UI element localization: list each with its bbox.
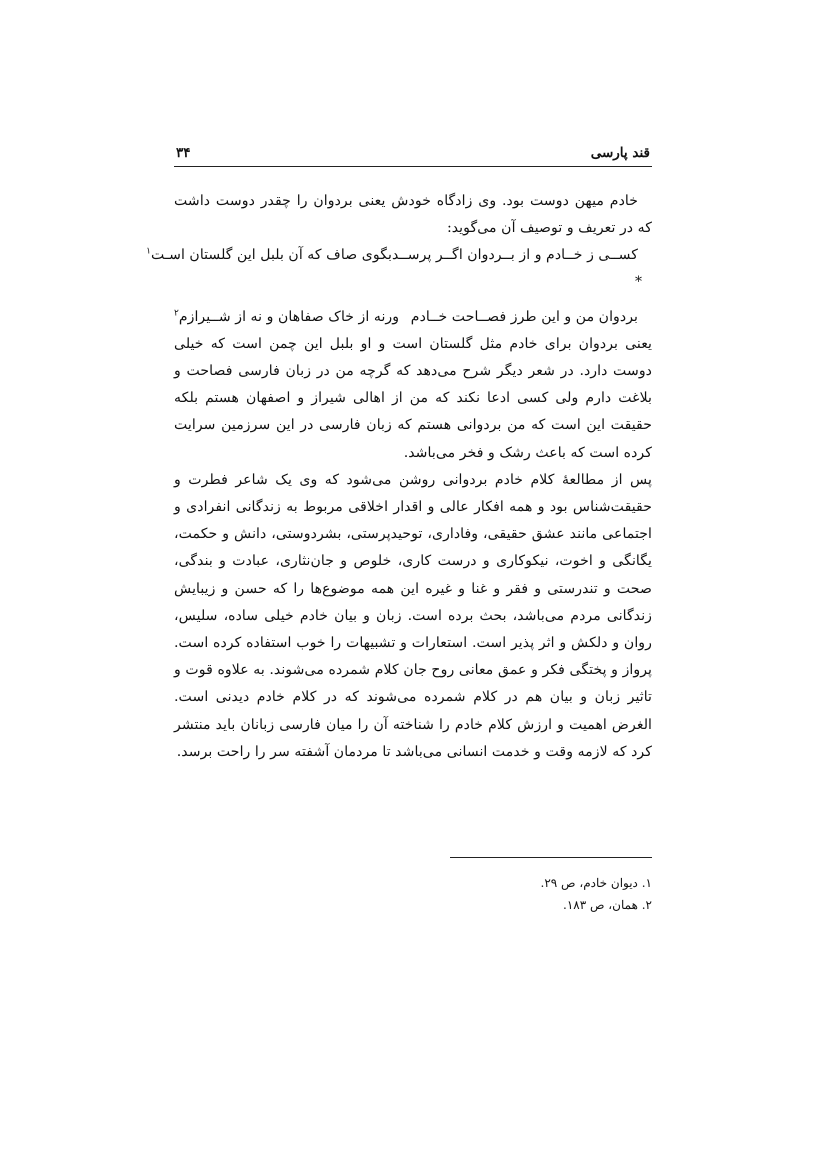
footnote-rule bbox=[450, 857, 652, 858]
verse-2-second-hemistich bbox=[174, 304, 399, 331]
book-title: قند پارسی bbox=[590, 145, 650, 161]
spacer bbox=[174, 294, 652, 304]
verse-2-second-hemistich-text: ورنه از خاک صفاهان و نه از شــیرازم bbox=[178, 308, 400, 325]
main-text bbox=[146, 188, 652, 766]
verse-1-second-hemistich-text: بگوی صاف که آن بلبل این گلستان اسـت bbox=[150, 247, 392, 264]
footnotes bbox=[174, 872, 652, 916]
verse-2-first-hemistich bbox=[411, 304, 638, 331]
verse-1 bbox=[146, 242, 652, 269]
footnote-ref-1: ۱ bbox=[146, 246, 151, 257]
verse-separator: * bbox=[635, 273, 642, 290]
verse-1-first-hemistich: کســی ز خــادم و از بــردوان اگــر پرســد bbox=[391, 247, 638, 264]
verse-2-first-hemistich-text: بردوان من و این طرز فصــاحت خــادم bbox=[410, 308, 638, 325]
footnote-ref-2: ۲ bbox=[174, 307, 179, 318]
footnote-1: ۱. دیوان خادم، ص ۲۹. bbox=[540, 876, 652, 890]
footnote-2: ۲. همان، ص ۱۸۳. bbox=[563, 898, 652, 912]
verse-1-second-hemistich bbox=[146, 242, 392, 269]
paragraph-2: پس از مطالعهٔ کلام خادم بردوانی روشن می‌شود که وی یک شاعر فطرت و حقیقت‌شناس بود و همه افکار عالی و اقدار اخلاقی مربوط به زندگانی انفرادی و اجتماعی مانند عشق حقیقی، وفاداری، توحیدپرستی، بشردوستی، دانش و حکمت، یگانگی و اخوت، نیکوکاری و درست کاری، خلوص و جان‌نثاری، عبادت و بندگی، صحت و تندرستی و فقر و غنا و غیره این همه موضوع‌ها را که حسن و زیبایش زندگانی مردم می‌باشد، بحث برده است. زبان و بیان خادم خیلی ساده، سلیس، روان و دلکش و اثر پذیر است. استعارات و تشبیهات را خوب استفاده کرده است. پرواز و پختگی فکر و عمق معانی روح جان کلام شمرده می‌شوند. به علاوه قوت و تاثیر زبان و بیان هم در کلام شمرده می‌شوند که در کلام خادم دیدنی است. الغرض اهمیت و ارزش کلام خادم را شناخته آن را میان فارسی زبانان باید منتشر کرد که لازمه وقت و خدمت انسانی می‌باشد تا مردمان آشفته سر را راحت برسد. bbox=[174, 471, 652, 760]
paragraph-1: یعنی بردوان برای خادم مثل گلستان است و او بلبل این چمن است که خیلی دوست دارد. در شعر دیگر شرح می‌دهد که گرچه من در زبان فارسی فصاحت و بلاغت دارم ولی کسی ادعا نکند که من از اهالی شیراز و اصفهان هستم بلکه حقیقت این است که من بردوانی هستم که زبان فارسی در این سرزمین سرایت کرده است که باعث رشک و فخر می‌باشد. bbox=[174, 335, 652, 461]
verse-2 bbox=[174, 304, 652, 331]
page-number: ۳۴ bbox=[176, 145, 191, 161]
running-header bbox=[174, 142, 652, 167]
intro-paragraph: خادم میهن دوست بود. وی زادگاه خودش یعنی بردوان را چقدر دوست داشت که در تعریف و توصیف آن می‌گوید: bbox=[174, 193, 652, 237]
book-page bbox=[146, 0, 652, 1169]
